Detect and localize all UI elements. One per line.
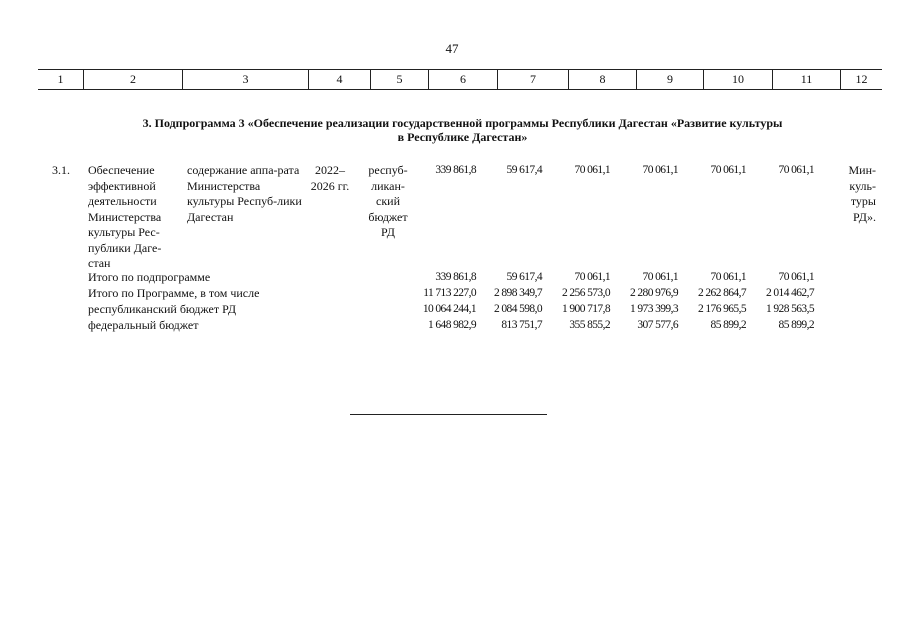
subprogram-title bbox=[90, 116, 835, 144]
column-header-3: 3 bbox=[182, 70, 308, 89]
row-value-year-2024: 70 061,1 bbox=[642, 164, 678, 176]
republican-budget-value-2026: 1 928 563,5 bbox=[765, 303, 814, 315]
column-header-10: 10 bbox=[703, 70, 772, 89]
column-header-1: 1 bbox=[57, 72, 64, 86]
row-value-total: 339 861,8 bbox=[435, 164, 476, 176]
federal-budget-value-total: 1 648 982,9 bbox=[427, 319, 476, 331]
federal-budget-value-2024: 307 577,6 bbox=[637, 319, 678, 331]
republican-budget-value-2023: 1 900 717,8 bbox=[561, 303, 610, 315]
total-label-republican-budget: республиканский бюджет РД bbox=[88, 302, 237, 316]
row-value-year-2026: 70 061,1 bbox=[778, 164, 814, 176]
column-header-11: 11 bbox=[772, 70, 840, 89]
total-subprogram-value-total: 339 861,8 bbox=[435, 271, 476, 283]
column-header-7: 7 bbox=[497, 70, 568, 89]
subprogram-title-line-2: в Республике Дагестан» bbox=[397, 130, 528, 144]
republican-budget-value-2024: 1 973 399,3 bbox=[629, 303, 678, 315]
column-header-2: 2 bbox=[83, 70, 182, 89]
federal-budget-value-2025: 85 899,2 bbox=[710, 319, 746, 331]
row-funding-source: респуб-ликан-ский бюджет РД bbox=[368, 163, 408, 239]
total-subprogram-value-2022: 59 617,4 bbox=[506, 271, 542, 283]
federal-budget-value-2026: 85 899,2 bbox=[778, 319, 814, 331]
column-header-6: 6 bbox=[428, 70, 497, 89]
row-value-year-2025: 70 061,1 bbox=[710, 164, 746, 176]
total-program-value-2024: 2 280 976,9 bbox=[629, 287, 678, 299]
total-subprogram-value-2026: 70 061,1 bbox=[778, 271, 814, 283]
row-value-year-2022: 59 617,4 bbox=[506, 164, 542, 176]
column-header-12: 12 bbox=[840, 70, 882, 89]
page-number: 47 bbox=[445, 41, 459, 56]
republican-budget-value-2025: 2 176 965,5 bbox=[697, 303, 746, 315]
total-program-value-total: 11 713 227,0 bbox=[423, 287, 476, 299]
total-subprogram-value-2025: 70 061,1 bbox=[710, 271, 746, 283]
subprogram-title-line-1: 3. Подпрограмма 3 «Обеспечение реализации государственной программы Республики Дагестан «Развитие культуры bbox=[142, 116, 783, 130]
row-executor: Мин-куль-туры РД». bbox=[848, 163, 876, 224]
total-subprogram-value-2024: 70 061,1 bbox=[642, 271, 678, 283]
republican-budget-value-total: 10 064 244,1 bbox=[422, 303, 476, 315]
closing-divider bbox=[350, 414, 547, 415]
total-program-value-2025: 2 262 864,7 bbox=[697, 287, 746, 299]
total-subprogram-value-2023: 70 061,1 bbox=[574, 271, 610, 283]
row-description: содержание аппа-рата Министерства культуры Респуб-лики Дагестан bbox=[187, 163, 302, 224]
republican-budget-value-2022: 2 084 598,0 bbox=[493, 303, 542, 315]
row-value-year-2023: 70 061,1 bbox=[574, 164, 610, 176]
column-header-4: 4 bbox=[308, 70, 370, 89]
total-label-subprogram: Итого по подпрограмме bbox=[88, 270, 211, 284]
row-period: 2022–2026 гг. bbox=[310, 163, 350, 193]
row-name: Обеспечение эффективной деятельности Министерства культуры Рес-публики Даге-стан bbox=[88, 163, 162, 270]
column-header-5: 5 bbox=[370, 70, 428, 89]
column-header-9: 9 bbox=[636, 70, 703, 89]
total-label-federal-budget: федеральный бюджет bbox=[88, 318, 199, 332]
total-program-value-2022: 2 898 349,7 bbox=[493, 287, 542, 299]
column-header-8: 8 bbox=[568, 70, 636, 89]
column-header-row bbox=[38, 69, 882, 90]
federal-budget-value-2022: 813 751,7 bbox=[501, 319, 542, 331]
row-number: 3.1. bbox=[52, 163, 70, 177]
total-program-value-2023: 2 256 573,0 bbox=[561, 287, 610, 299]
total-program-value-2026: 2 014 462,7 bbox=[765, 287, 814, 299]
total-label-program: Итого по Программе, в том числе bbox=[88, 286, 260, 300]
federal-budget-value-2023: 355 855,2 bbox=[569, 319, 610, 331]
